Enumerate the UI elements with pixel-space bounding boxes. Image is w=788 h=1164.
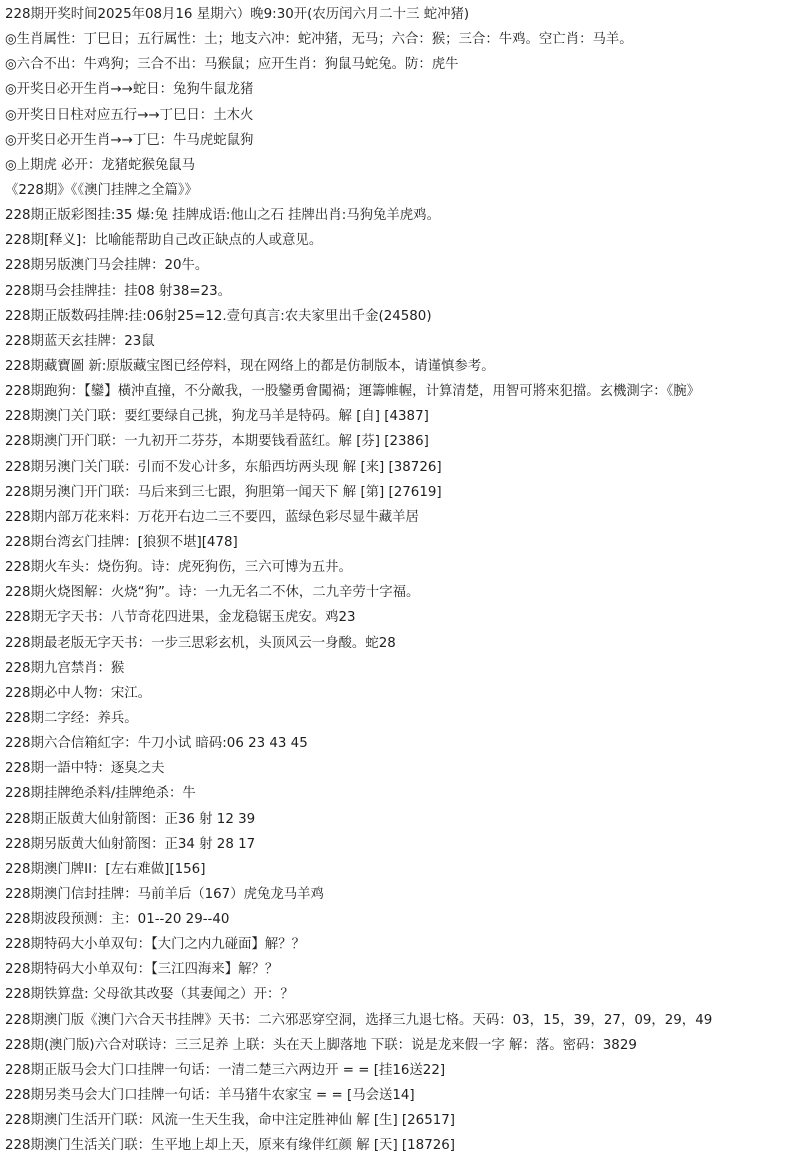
text-line: 《228期》《《澳门挂牌之全篇》》 <box>5 182 198 198</box>
text-line: 228期(澳门版)六合对联诗：三三足养 上联：头在天上脚落地 下联：说是龙来假一字 解：落。密码：3829 <box>5 1037 637 1053</box>
text-line: 228期无字天书：八节奇花四进果，金龙稳锯玉虎安。鸡23 <box>5 610 356 626</box>
text-line: 228期马会挂牌挂：挂08 射38=23。 <box>5 283 232 299</box>
text-line: ◎上期虎 必开：龙猪蛇猴兔鼠马 <box>5 157 196 173</box>
text-line: 228期[释义]：比喻能帮助自己改正缺点的人或意见。 <box>5 233 323 249</box>
text-line: 228期火烧图解：火烧“狗”。诗：一九无名二不休，二九辛劳十字福。 <box>5 585 420 601</box>
text-line: 228期必中人物：宋江。 <box>5 685 152 701</box>
text-line: 228期挂牌绝杀料/挂牌绝杀：牛 <box>5 786 196 802</box>
text-line: ◎六合不出：牛鸡狗；三合不出：马猴鼠；应开生肖：狗鼠马蛇兔。防：虎牛 <box>5 57 459 73</box>
text-line: 228期六合信箱紅字：牛刀小试 暗码:06 23 43 45 <box>5 736 308 752</box>
text-line: 228期二字经：养兵。 <box>5 710 138 726</box>
text-line: 228期跑狗：【鑾】橫沖直撞，不分敵我，一股鑾勇會闖禍；運籌帷幄，计算清楚，用智可將來犯擋。玄機測字：《腕》 <box>5 384 701 400</box>
text-line: 228期波段预测：主：01--20 29--40 <box>5 912 230 928</box>
text-line: 228期正版黄大仙射箭图：正36 射 12 39 <box>5 811 256 827</box>
text-line: 228期澳门开门联：一九初开二芬芬，本期要钱看蓝红。解 [芬] [2386] <box>5 434 429 450</box>
text-line: 228期台湾玄门挂牌：[狼狈不堪][478] <box>5 534 238 550</box>
text-line: 228期另澳门开门联：马后来到三七跟，狗胆第一闻天下 解 [第] [27619] <box>5 484 442 500</box>
text-line: 228期澳门信封挂牌：马前羊后（167）虎兔龙马羊鸡 <box>5 886 324 902</box>
text-line: 228期开奖时间2025年08月16 星期六）晚9:30开(农历闰六月二十三 蛇冲猪) <box>5 7 470 22</box>
text-line: 228期正版马会大门口挂牌一句话：一清二楚三六两边开 = = [挂16送22] <box>5 1062 446 1078</box>
text-line: 228期另版澳门马会挂牌：20牛。 <box>5 258 209 274</box>
text-line: 228期澳门生活开门联：风流一生天生我，命中注定胜神仙 解 [生] [26517] <box>5 1113 455 1129</box>
text-line: 228期特码大小单双句：【大门之内九碰面】解？？ <box>5 937 306 953</box>
text-line: 228期最老版无字天书：一步三思彩玄机，头顶风云一身酸。蛇28 <box>5 635 396 651</box>
text-line: 228期藏寶圖 新:原版藏宝图已经停料，现在网络上的都是仿制版本，请谨慎参考。 <box>5 358 495 374</box>
text-line: 228期蓝天玄挂牌：23鼠 <box>5 333 155 349</box>
text-block <box>5 2 785 1158</box>
text-line: 228期九宫禁肖：猴 <box>5 660 125 676</box>
text-line: ◎生肖属性：丁巳日；五行属性：土；地支六冲：蛇冲猪，无马；六合：猴；三合：牛鸡。空亡肖：马羊。 <box>5 32 633 48</box>
text-line: 228期另版黄大仙射箭图：正34 射 28 17 <box>5 836 256 852</box>
text-line: 228期另类马会大门口挂牌一句话：羊马猪牛农家宝 = = [马会送14] <box>5 1088 415 1104</box>
text-line: ◎开奖日日柱对应五行→→丁巳日：土木火 <box>5 107 254 123</box>
text-line: 228期特码大小单双句：【三江四海来】解？？ <box>5 962 279 978</box>
text-line: 228期火车头：烧伤狗。诗：虎死狗伤，三六可博为五井。 <box>5 560 352 576</box>
text-line: 228期一語中特：逐臭之夫 <box>5 761 165 777</box>
text-line: 228期铁算盘: 父母欲其改娶（其妻闻之）开：？ <box>5 987 294 1003</box>
text-line: 228期正版数码挂牌:挂:06射25=12.壹句真言:农夫家里出千金(24580) <box>5 308 432 324</box>
text-line: 228期澳门牌II：[左右难做][156] <box>5 861 206 877</box>
text-line: 228期澳门版《澳门六合天书挂牌》天书：二六邪恶穿空洞，选择三九退七格。天码：03，15，39，27，09，29，49 <box>5 1012 713 1028</box>
text-line: 228期另澳门关门联：引而不发心计多，东船西坊两头现 解 [来] [38726] <box>5 459 442 475</box>
text-line: ◎开奖日必开生肖→→蛇日：兔狗牛鼠龙猪 <box>5 82 254 98</box>
text-line: 228期正版彩图挂:35 爆:兔 挂牌成语:他山之石 挂牌出肖:马狗兔羊虎鸡。 <box>5 208 440 224</box>
text-line: ◎开奖日必开生肖→→丁巳：牛马虎蛇鼠狗 <box>5 132 254 148</box>
text-line: 228期澳门生活关门联：生平地上却上天，原来有缘伴红颜 解 [天] [18726] <box>5 1138 455 1154</box>
text-line: 228期澳门关门联：要红要绿自己挑，狗龙马羊是特码。解 [自] [4387] <box>5 409 429 425</box>
text-line: 228期内部万花来料：万花开右边二三不要四，蓝绿色彩尽显牛藏羊居 <box>5 509 419 525</box>
